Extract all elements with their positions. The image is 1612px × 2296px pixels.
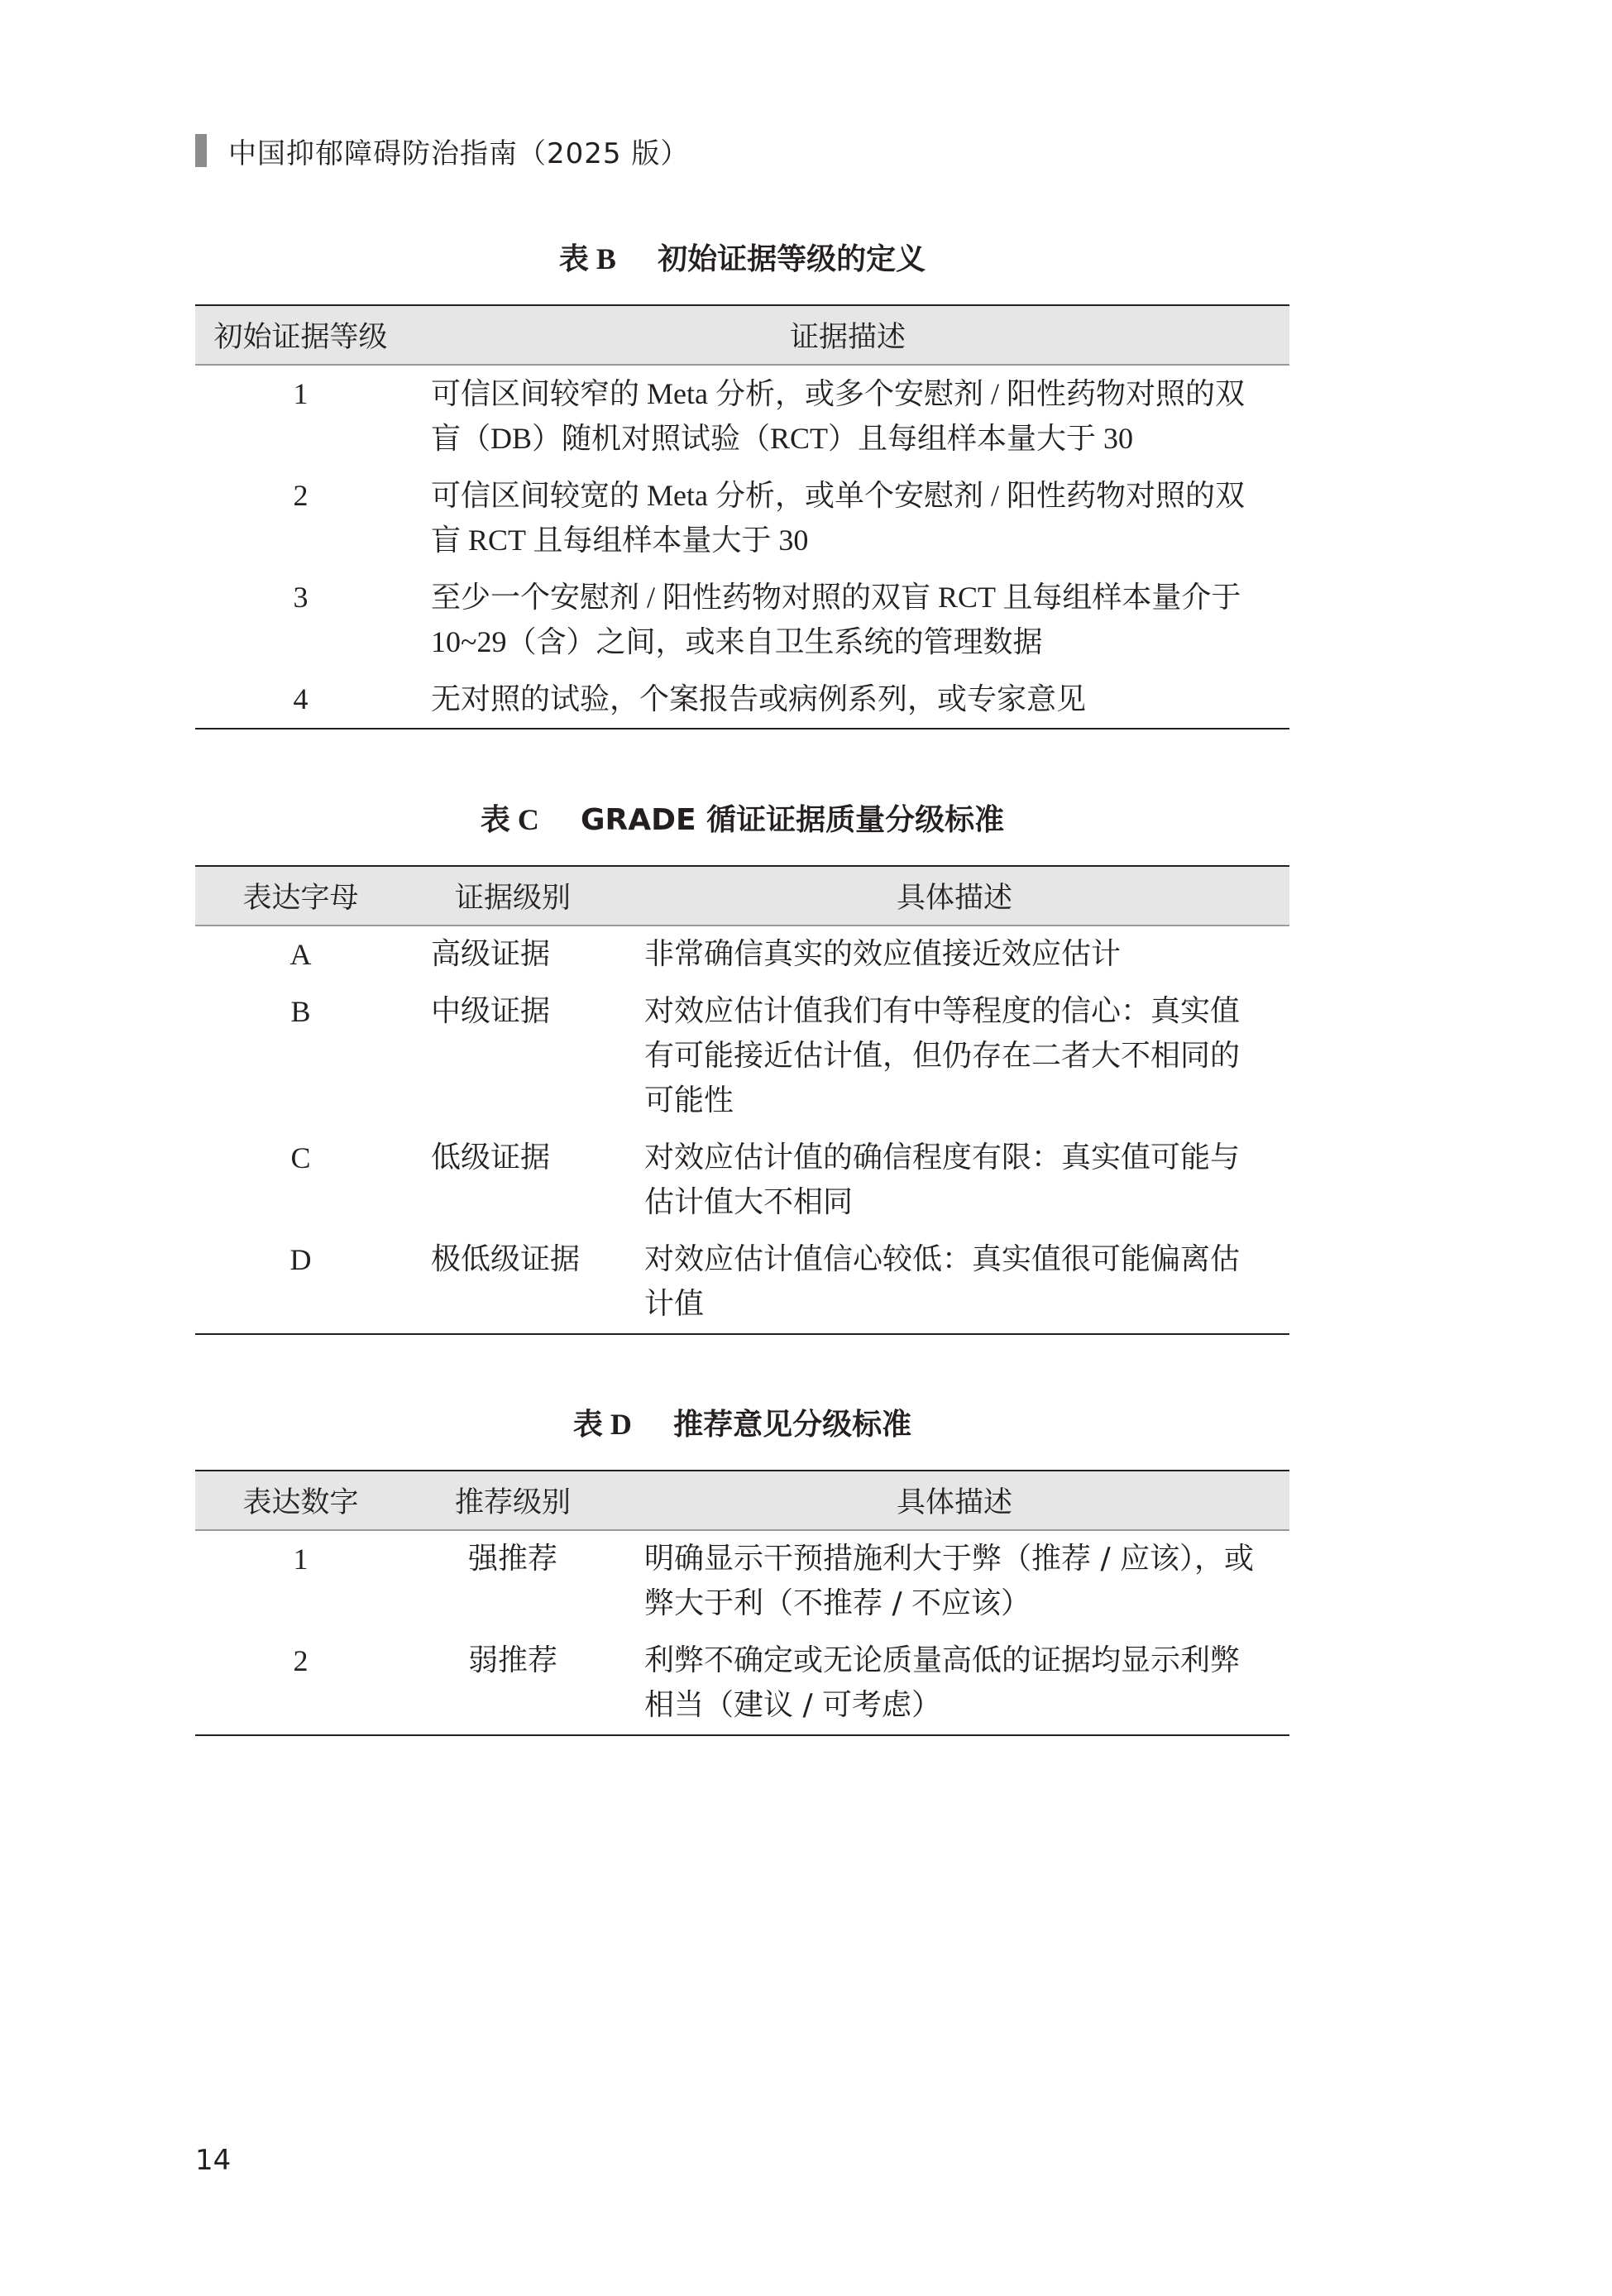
table-c-caption bbox=[195, 799, 1289, 840]
table-d-header-num: 表达数字 bbox=[195, 1471, 406, 1530]
table-c-header-grade: 证据级别 bbox=[406, 866, 619, 926]
table-b-level-cell: 1 bbox=[293, 377, 309, 410]
table-c-desc-cell: 对效应估计值信心较低：真实值很可能偏离估计值 bbox=[619, 1232, 1289, 1334]
table-d-desc-cell: 明确显示干预措施利大于弊（推荐 / 应该），或弊大于利（不推荐 / 不应该） bbox=[644, 1542, 1255, 1620]
table-d-num-cell: 2 bbox=[195, 1633, 406, 1735]
table-c-code-cell: A bbox=[289, 938, 312, 971]
table-c-grid bbox=[195, 865, 1289, 1335]
table-b-header-level: 初始证据等级 bbox=[195, 305, 406, 365]
table-b-title: 初始证据等级的定义 bbox=[658, 242, 926, 276]
table-d-grid bbox=[195, 1470, 1289, 1736]
table-b-level-cell: 4 bbox=[195, 671, 406, 729]
table-d-label: 表 D bbox=[572, 1408, 632, 1441]
table-row bbox=[195, 1130, 1289, 1232]
table-d-grade-cell: 弱推荐 bbox=[406, 1633, 619, 1735]
table-c-code-cell: C bbox=[290, 1141, 311, 1174]
table-b-header-row bbox=[195, 305, 1289, 365]
table-b-desc-cell: 无对照的试验，个案报告或病例系列，或专家意见 bbox=[406, 671, 1289, 729]
table-c-title: GRADE 循证证据质量分级标准 bbox=[581, 803, 1005, 837]
table-c-code-cell: D bbox=[195, 1232, 406, 1334]
table-row bbox=[195, 1530, 1289, 1633]
table-c-header-code: 表达字母 bbox=[195, 866, 406, 926]
table-b bbox=[195, 238, 1289, 729]
table-d-desc-cell: 利弊不确定或无论质量高低的证据均显示利弊相当（建议 / 可考虑） bbox=[619, 1633, 1289, 1735]
page-number: 14 bbox=[195, 2144, 232, 2177]
table-d-header-grade: 推荐级别 bbox=[406, 1471, 619, 1530]
table-b-grid bbox=[195, 304, 1289, 729]
table-b-header-desc: 证据描述 bbox=[406, 305, 1289, 365]
table-c-header-desc: 具体描述 bbox=[619, 866, 1289, 926]
table-b-desc-cell: 可信区间较窄的 Meta 分析，或多个安慰剂 / 阳性药物对照的双盲（DB）随机对照试验（RCT）且每组样本量大于 30 bbox=[431, 377, 1245, 455]
header-bar-mark bbox=[195, 134, 207, 167]
running-header-title: 中国抑郁障碍防治指南（2025 版） bbox=[228, 136, 690, 170]
table-b-desc-cell: 可信区间较宽的 Meta 分析，或单个安慰剂 / 阳性药物对照的双盲 RCT 且每组样本量大于 30 bbox=[431, 479, 1245, 557]
table-row bbox=[195, 467, 1289, 569]
table-b-caption bbox=[195, 238, 1289, 280]
table-c-desc-cell: 对效应估计值的确信程度有限：真实值可能与估计值大不相同 bbox=[644, 1141, 1241, 1219]
table-row bbox=[195, 365, 1289, 467]
table-row bbox=[195, 1633, 1289, 1735]
table-d-title: 推荐意见分级标准 bbox=[673, 1408, 912, 1442]
table-c-grade-cell: 低级证据 bbox=[431, 1141, 551, 1174]
table-c-grade-cell: 高级证据 bbox=[431, 937, 551, 971]
table-d-num-cell: 1 bbox=[293, 1543, 309, 1576]
table-c-code-cell: B bbox=[290, 995, 311, 1028]
table-b-label: 表 B bbox=[558, 242, 616, 275]
table-c-grade-cell: 极低级证据 bbox=[406, 1232, 619, 1334]
table-d-caption bbox=[195, 1404, 1289, 1445]
table-d-header-desc: 具体描述 bbox=[619, 1471, 1289, 1530]
table-d bbox=[195, 1404, 1289, 1736]
running-header bbox=[195, 132, 689, 169]
table-c-label: 表 C bbox=[480, 803, 539, 836]
table-d-grade-cell: 强推荐 bbox=[467, 1542, 557, 1576]
table-b-level-cell: 3 bbox=[293, 581, 309, 614]
table-row bbox=[195, 569, 1289, 671]
table-row bbox=[195, 1232, 1289, 1334]
table-c-desc-cell: 非常确信真实的效应值接近效应估计 bbox=[644, 937, 1122, 971]
table-c-desc-cell: 对效应估计值我们有中等程度的信心：真实值有可能接近估计值，但仍存在二者大不相同的可能性 bbox=[644, 994, 1241, 1117]
table-b-desc-cell: 至少一个安慰剂 / 阳性药物对照的双盲 RCT 且每组样本量介于 10~29（含）之间，或来自卫生系统的管理数据 bbox=[431, 581, 1241, 658]
table-c-header-row bbox=[195, 866, 1289, 926]
table-row bbox=[195, 671, 1289, 729]
table-d-header-row bbox=[195, 1471, 1289, 1530]
table-c bbox=[195, 799, 1289, 1335]
table-c-grade-cell: 中级证据 bbox=[431, 994, 551, 1028]
table-row bbox=[195, 926, 1289, 983]
table-row bbox=[195, 983, 1289, 1130]
table-b-level-cell: 2 bbox=[293, 479, 309, 512]
